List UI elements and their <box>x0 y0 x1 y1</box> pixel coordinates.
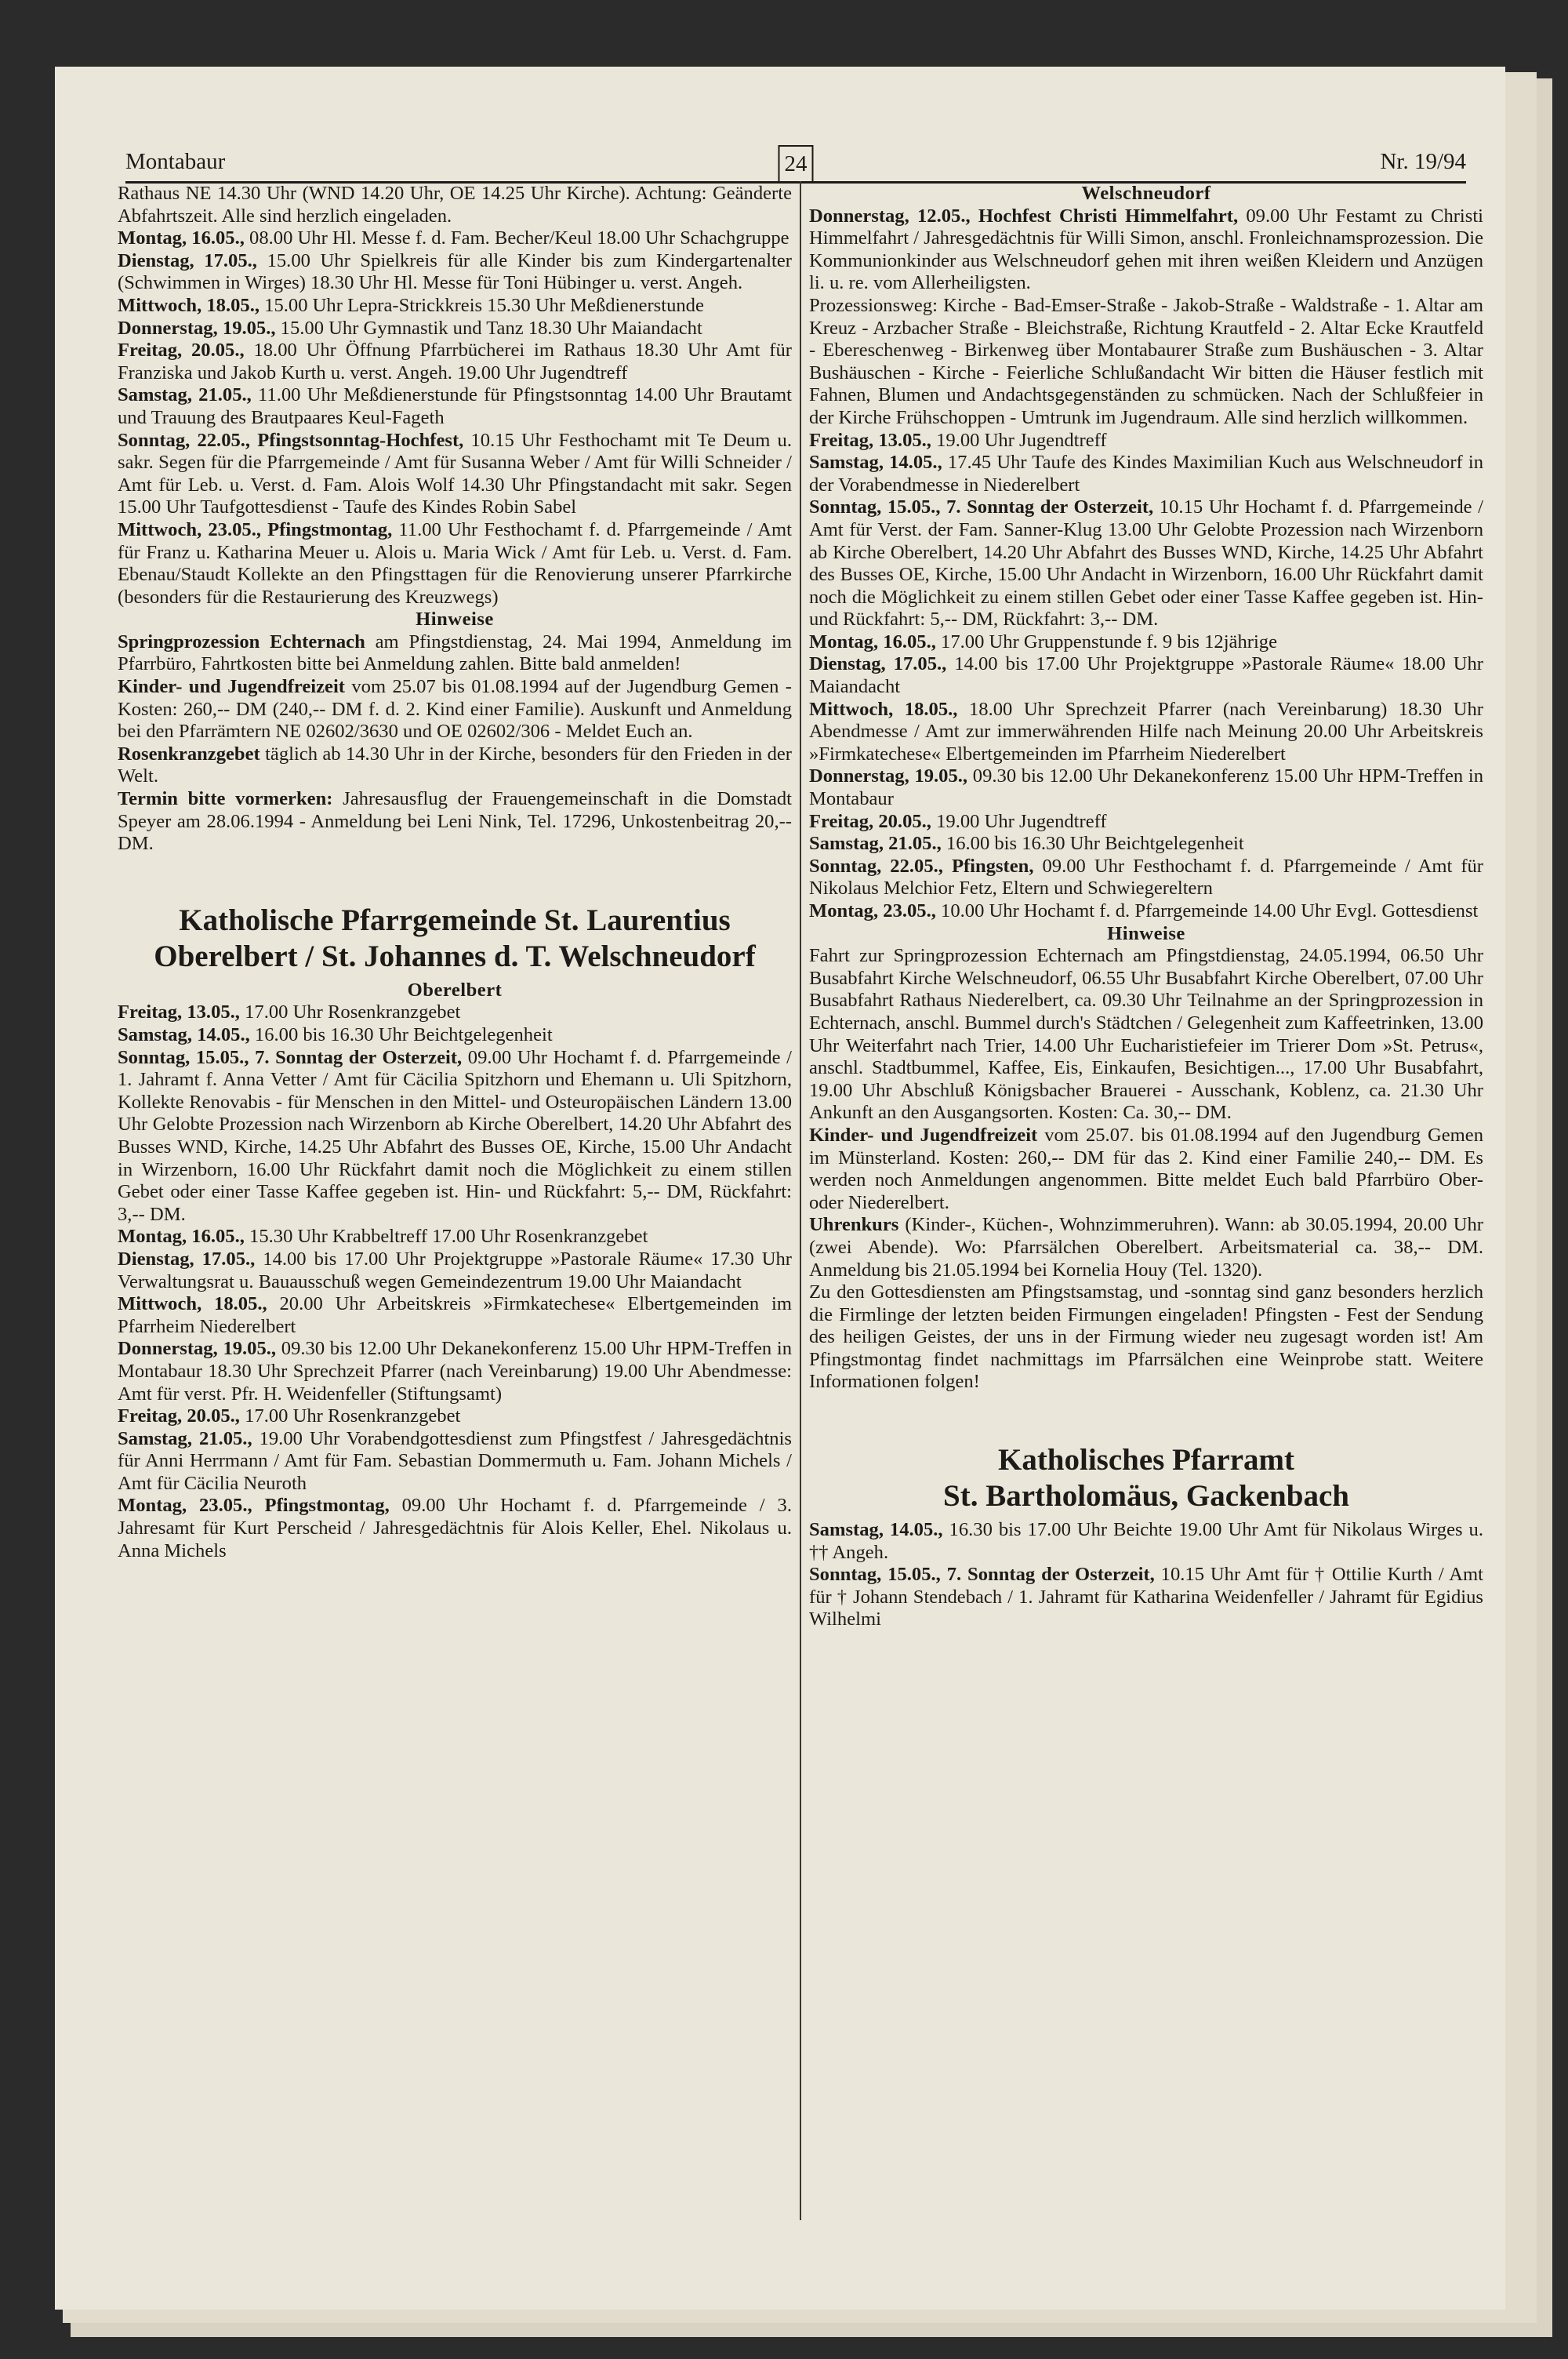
entry <box>809 1519 1483 1564</box>
entry <box>809 653 1483 698</box>
entry-text: 17.00 Uhr Rosenkranzgebet <box>239 1405 461 1427</box>
entry-heading: Kinder- und Jugendfreizeit <box>118 676 345 698</box>
entry-text: vom 25.07 bis 01.08.1994 auf der Jugendburg Gemen - Kosten: 260,-- DM (240,-- DM f. d. 2. Kind einer Familie). Auskunft und Anmeldung bei den Pfarrämtern NE 02602/3630 und OE 02602/306 - Meldet Euch an. <box>118 676 792 743</box>
entry <box>118 631 792 676</box>
header-issue-number: Nr. 19/94 <box>1380 149 1466 174</box>
entry-heading: Dienstag, 17.05., <box>809 653 947 675</box>
entry-heading: Freitag, 20.05., <box>809 810 931 832</box>
entry-text: 16.30 bis 17.00 Uhr Beichte 19.00 Uhr Amt für Nikolaus Wirges u. †† Angeh. <box>809 1519 1483 1563</box>
right-section-title <box>809 1442 1483 1514</box>
entry-heading: Donnerstag, 12.05., Hochfest Christi Himmelfahrt, <box>809 205 1239 227</box>
entry <box>809 631 1483 654</box>
entry <box>118 1293 792 1338</box>
left-hinweise-heading: Hinweise <box>416 609 494 631</box>
entry <box>118 1338 792 1405</box>
welschneudorf-entries <box>809 205 1483 923</box>
entry-heading: Freitag, 20.05., <box>118 340 245 362</box>
entry-text: 20.00 Uhr Arbeitskreis »Firmkatechese« Elbertgemeinden im Pfarrheim Niederelbert <box>118 1293 792 1337</box>
right-title-line-2: St. Bartholomäus, Gackenbach <box>943 1479 1349 1514</box>
entry-heading: Samstag, 21.05., <box>809 833 942 855</box>
entry <box>809 452 1483 496</box>
entry-text: 10.00 Uhr Hochamt f. d. Pfarrgemeinde 14.00 Uhr Evgl. Gottesdienst <box>935 900 1479 921</box>
entry <box>118 743 792 788</box>
entry <box>118 295 792 318</box>
entry-heading: Samstag, 14.05., <box>118 1024 250 1045</box>
entry-text: 14.00 bis 17.00 Uhr Projektgruppe »Pastorale Räume« 17.30 Uhr Verwaltungsrat u. Bauausschuß wegen Gemeindezentrum 19.00 Uhr Maiandacht <box>118 1248 792 1292</box>
entry-text: vom 25.07. bis 01.08.1994 auf den Jugendburg Gemen im Münsterland. Kosten: 260,-- DM für das 2. Kind einer Familie 240,-- DM. Es werden noch Anmeldungen angenommen. Bitte meldet Euch bald Pfarrbüro Ober- oder Niederelbert. <box>809 1124 1483 1213</box>
entry <box>809 945 1483 1125</box>
entry-text: 09.00 Uhr Festhochamt f. d. Pfarrgemeinde / Amt für Nikolaus Melchior Fetz, Eltern und Schwiegereltern <box>809 855 1483 900</box>
entry-heading: Samstag, 14.05., <box>809 452 942 474</box>
entry-heading: Kinder- und Jugendfreizeit <box>809 1124 1038 1146</box>
header-town: Montabaur <box>125 149 226 174</box>
entry-heading: Samstag, 14.05., <box>809 1519 943 1541</box>
entry-text: Rathaus NE 14.30 Uhr (WND 14.20 Uhr, OE 14.25 Uhr Kirche). Achtung: Geänderte Abfahrtszeit. Alle sind herzlich eingeladen. <box>118 183 792 227</box>
entry <box>809 833 1483 856</box>
entry-heading: Springprozession Echternach <box>118 631 365 652</box>
entry <box>118 519 792 609</box>
entry-text: 16.00 bis 16.30 Uhr Beichtgelegenheit <box>249 1024 553 1045</box>
entry <box>118 183 792 227</box>
entry-heading: Donnerstag, 19.05., <box>118 1338 277 1360</box>
entry <box>809 1281 1483 1394</box>
entry-text: Jahresausflug der Frauengemeinschaft in die Domstadt Speyer am 28.06.1994 - Anmeldung bei Leni Nink, Tel. 17296, Unkostenbeitrag 20,-- DM. <box>118 788 792 855</box>
entry-heading: Montag, 16.05., <box>118 1226 245 1248</box>
entry-text: 15.00 Uhr Spielkreis für alle Kinder bis zum Kindergartenalter (Schwimmen in Wirges) 18.30 Uhr Hl. Messe für Toni Hübinger u. verst. Angeh. <box>118 249 792 294</box>
entry-text: 18.00 Uhr Öffnung Pfarrbücherei im Rathaus 18.30 Uhr Amt für Franziska und Jakob Kurth u. verst. Angeh. 19.00 Uhr Jugendtreff <box>118 340 792 383</box>
page-header <box>125 136 1466 184</box>
entry-text: 19.00 Uhr Jugendtreff <box>931 810 1107 832</box>
entry <box>809 856 1483 900</box>
entry-heading: Sonntag, 22.05., Pfingsten, <box>809 855 1034 877</box>
entry-text: 18.00 Uhr Sprechzeit Pfarrer (nach Vereinbarung) 18.30 Uhr Abendmesse / Amt zur immerwährenden Hilfe nach Meinung 20.00 Uhr Arbeitskreis »Firmkatechese« Elbertgemeinden im Pfarrheim Niederelbert <box>809 698 1483 765</box>
entry <box>809 430 1483 453</box>
entry-heading: Freitag, 20.05., <box>118 1405 240 1427</box>
entry <box>809 900 1483 923</box>
entry-text: 10.15 Uhr Amt für † Ottilie Kurth / Amt für † Johann Stendebach / 1. Jahramt für Katharina Weidenfeller / Jahramt für Egidius Wilhelmi <box>809 1564 1483 1630</box>
entry-heading: Montag, 23.05., Pfingstmontag, <box>118 1495 390 1517</box>
entry-text: 15.00 Uhr Lepra-Strickkreis 15.30 Uhr Meßdienerstunde <box>260 294 704 316</box>
entry-heading: Freitag, 13.05., <box>809 429 931 451</box>
entry-text: 09.00 Uhr Hochamt f. d. Pfarrgemeinde / 1. Jahramt f. Anna Vetter / Amt für Cäcilia Spitzhorn und Ehemann u. Uli Spitzhorn, Kollekte Renovabis - für Menschen in den Mittel- und Osteuropäischen Ländern 13.00 Uhr Gelobte Prozession nach Wirzenborn ab Kirche Oberelbert, 14.20 Uhr Abfahrt des Busses WND, Kirche, 14.25 Uhr Abfahrt des Busses OE, Kirche, 15.00 Uhr Andacht in Wirzenborn, 16.00 Uhr Rückfahrt damit noch die Möglichkeit zu einem stillen Gebet oder einer Tasse Kaffee gegeben ist. Hin- und Rückfahrt: 5,-- DM, Rückfahrt: 3,-- DM. <box>118 1046 792 1225</box>
right-hinweise-entries <box>809 945 1483 1394</box>
entry-text: 10.15 Uhr Festhochamt mit Te Deum u. sakr. Segen für die Pfarrgemeinde / Amt für Susanna Weber / Amt für Willi Schneider / Amt für Leb. u. Verst. d. Fam. Alois Wolf 14.30 Uhr Pfingstandacht mit sakr. Segen 15.00 Uhr Taufgottesdienst - Taufe des Kindes Robin Sabel <box>118 429 792 518</box>
entry-heading: Mittwoch, 23.05., Pfingstmontag, <box>118 518 393 540</box>
entry <box>809 205 1483 295</box>
entry <box>118 1226 792 1249</box>
entry <box>809 1125 1483 1214</box>
entry <box>118 430 792 519</box>
column-divider <box>800 181 801 2220</box>
left-hinweise-entries <box>118 631 792 856</box>
right-column <box>809 183 1483 1631</box>
entry-text: 11.00 Uhr Meßdienerstunde für Pfingstsonntag 14.00 Uhr Brautamt und Trauung des Brautpaares Keul-Fageth <box>118 384 792 428</box>
entry <box>118 1495 792 1562</box>
header-page-number: 24 <box>779 145 814 183</box>
left-top-entries <box>118 183 792 609</box>
newspaper-page <box>55 67 1505 2310</box>
entry-heading: Sonntag, 22.05., Pfingstsonntag-Hochfest, <box>118 429 464 451</box>
entry <box>809 765 1483 810</box>
entry <box>809 1214 1483 1281</box>
entry-text: 08.00 Uhr Hl. Messe f. d. Fam. Becher/Keul 18.00 Uhr Schachgruppe <box>244 227 789 249</box>
entry-text: 14.00 bis 17.00 Uhr Projektgruppe »Pastorale Räume« 18.00 Uhr Maiandacht <box>809 653 1483 698</box>
entry-heading: Samstag, 21.05., <box>118 384 252 406</box>
entry-heading: Dienstag, 17.05., <box>118 249 257 271</box>
entry-heading: Sonntag, 15.05., 7. Sonntag der Osterzeit, <box>118 1046 463 1068</box>
entry <box>118 1428 792 1496</box>
entry-heading: Uhrenkurs <box>809 1214 899 1236</box>
entry-heading: Dienstag, 17.05., <box>118 1248 256 1270</box>
entry-heading: Termin bitte vormerken: <box>118 788 333 810</box>
entry <box>809 811 1483 834</box>
oberelbert-heading: Oberelbert <box>407 979 503 1001</box>
entry-heading: Mittwoch, 18.05., <box>118 294 260 316</box>
entry-text: 10.15 Uhr Hochamt f. d. Pfarrgemeinde / Amt für Verst. der Fam. Sanner-Klug 13.00 Uhr Gelobte Prozession nach Wirzenborn ab Kirche Oberelbert, 14.20 Uhr Abfahrt des Busses WND, Kirche, 14.25 Uhr Abfahrt des Busses OE, Kirche, 15.00 Uhr Andacht in Wirzenborn, 16.00 Uhr Rückfahrt damit noch die Möglichkeit zu einem stillen Gebet oder einer Tasse Kaffee gegeben ist. Hin- und Rückfahrt: 5,-- DM, Rückfahrt: 3,-- DM. <box>809 496 1483 631</box>
entry-text: 19.00 Uhr Vorabendgottesdienst zum Pfingstfest / Jahresgedächtnis für Anni Herrmann / Amt für Fam. Sebastian Dommermuth u. Fam. Johann Michels / Amt für Cäcilia Neuroth <box>118 1427 792 1494</box>
entry <box>118 788 792 856</box>
entry <box>118 384 792 429</box>
entry-heading: Freitag, 13.05., <box>118 1001 240 1023</box>
gackenbach-entries <box>809 1519 1483 1631</box>
entry <box>118 318 792 340</box>
entry <box>118 250 792 295</box>
entry-text: 15.30 Uhr Krabbeltreff 17.00 Uhr Rosenkranzgebet <box>244 1226 648 1248</box>
entry-text: 09.00 Uhr Hochamt f. d. Pfarrgemeinde / 3. Jahresamt für Kurt Perscheid / Jahresgedächtnis für Alois Keller, Ehel. Nikolaus u. Anna Michels <box>118 1495 792 1561</box>
welschneudorf-heading: Welschneudorf <box>1081 183 1211 204</box>
entry-text: 09.30 bis 12.00 Uhr Dekanekonferenz 15.00 Uhr HPM-Treffen in Montabaur <box>809 765 1483 810</box>
entry <box>809 1564 1483 1631</box>
entry <box>118 1001 792 1024</box>
entry-heading: Sonntag, 15.05., 7. Sonntag der Osterzeit, <box>809 496 1154 518</box>
entry <box>118 676 792 743</box>
entry-text: 17.45 Uhr Taufe des Kindes Maximilian Kuch aus Welschneudorf in der Vorabendmesse in Niederelbert <box>809 452 1483 496</box>
right-title-line-1: Katholisches Pfarramt <box>997 1443 1294 1478</box>
entry <box>809 496 1483 631</box>
entry-heading: Rosenkranzgebet <box>118 743 260 765</box>
entry <box>118 1405 792 1428</box>
entry <box>118 1249 792 1293</box>
entry-text: 09.30 bis 12.00 Uhr Dekanekonferenz 15.00 Uhr HPM-Treffen in Montabaur 18.30 Uhr Sprechzeit Pfarrer (nach Vereinbarung) 19.00 Uhr Abendmesse: Amt für verst. Pfr. H. Weidenfeller (Stiftungsamt) <box>118 1338 792 1405</box>
entry-text: 17.00 Uhr Gruppenstunde f. 9 bis 12jährige <box>935 631 1278 652</box>
entry-text: täglich ab 14.30 Uhr in der Kirche, besonders für den Frieden in der Welt. <box>118 743 792 787</box>
entry-heading: Donnerstag, 19.05., <box>809 765 968 787</box>
entry <box>118 1024 792 1047</box>
entry-heading: Montag, 23.05., <box>809 900 936 921</box>
entry-text: (Kinder-, Küchen-, Wohnzimmeruhren). Wann: ab 30.05.1994, 20.00 Uhr (zwei Abende). Wo: Pfarrsälchen Oberelbert. Arbeitsmaterial ca. 38,-- DM. Anmeldung bis 21.05.1994 bei Kornelia Houy (Tel. 1320). <box>809 1214 1483 1281</box>
entry <box>118 1047 792 1227</box>
entry-heading: Montag, 16.05., <box>118 227 245 249</box>
right-hinweise-heading: Hinweise <box>1107 922 1185 944</box>
entry <box>809 295 1483 430</box>
entry-text: 17.00 Uhr Rosenkranzgebet <box>239 1001 461 1023</box>
entry-text: 19.00 Uhr Jugendtreff <box>931 429 1107 451</box>
entry-text: Fahrt zur Springprozession Echternach am Pfingstdienstag, 24.05.1994, 06.50 Uhr Busabfahrt Kirche Welschneudorf, 06.55 Uhr Busabfahrt Kirche Oberelbert, 07.00 Uhr Busabfahrt Rathaus Niederelbert, ca. 09.30 Uhr Teilnahme an der Springprozession in Echternach, anschl. Bummel durch's Städtchen / Gelegenheit zum Kaffeetrinken, 13.00 Uhr Weiterfahrt nach Trier, 14.00 Uhr Eucharistiefeier im Trierer Dom »St. Petrus«, anschl. Stadtbummel, Kaffee, Eis, Einkaufen, Besichtigen..., 17.00 Uhr Busabfahrt, 19.00 Uhr Abschluß Königsbacher Brauerei - Ausschank, Koblenz, ca. 21.30 Uhr Ankunft an den Ausgangsorten. Kosten: Ca. 30,-- DM. <box>809 945 1483 1124</box>
entry <box>118 340 792 384</box>
entry-text: 15.00 Uhr Gymnastik und Tanz 18.30 Uhr Maiandacht <box>275 317 702 339</box>
entry-heading: Mittwoch, 18.05., <box>809 698 958 720</box>
oberelbert-entries <box>118 1001 792 1562</box>
entry-heading: Mittwoch, 18.05., <box>118 1293 267 1315</box>
entry-text: 09.00 Uhr Festamt zu Christi Himmelfahrt / Jahresgedächtnis für Willi Simon, anschl. Fronleichnamsprozession. Die Kommunionkinder aus Welschneudorf gehen mit ihren weißen Kleidern und Anzügen li. u. re. vom Allerheiligsten. <box>809 205 1484 294</box>
left-section-title <box>118 903 792 975</box>
entry-heading: Montag, 16.05., <box>809 631 936 652</box>
left-column <box>118 183 792 1562</box>
entry-text: am Pfingstdienstag, 24. Mai 1994, Anmeldung im Pfarrbüro, Fahrtkosten bitte bei Anmeldung zahlen. Bitte bald anmelden! <box>118 631 792 675</box>
entry <box>118 227 792 250</box>
entry-text: Prozessionsweg: Kirche - Bad-Emser-Straße - Jakob-Straße - Waldstraße - 1. Altar am Kreuz - Arzbacher Straße - Bleichstraße, Richtung Krautfeld - 2. Altar Ecke Krautfeld - Ebereschenweg - Birkenweg über Montabaurer Straße zum Bushäuschen - 3. Altar Bushäuschen - Kirche - Feierliche Schlußandacht Wir bitten die Häuser festlich mit Fahnen, Blumen und Andachtsgegenständen zu schmücken. Nach der Schlußfeier in der Kirche Frühschoppen - Umtrunk im Jugendraum. Alle sind herzlich willkommen. <box>809 294 1483 428</box>
left-title-line-2: Oberelbert / St. Johannes d. T. Welschneudorf <box>154 939 756 973</box>
entry-heading: Sonntag, 15.05., 7. Sonntag der Osterzeit, <box>809 1564 1155 1586</box>
entry-text: 16.00 bis 16.30 Uhr Beichtgelegenheit <box>941 833 1244 855</box>
entry <box>809 699 1483 766</box>
entry-heading: Donnerstag, 19.05., <box>118 317 276 339</box>
entry-heading: Samstag, 21.05., <box>118 1427 252 1449</box>
entry-text: 11.00 Uhr Festhochamt f. d. Pfarrgemeinde / Amt für Franz u. Katharina Meuer u. Alois u. Maria Wick / Amt für Leb. u. Verst. d. Fam. Ebenau/Staudt Kollekte an den Pfingsttagen für die Renovierung unserer Pfarrkirche (besonders für die Restaurierung des Kreuzwegs) <box>118 518 792 608</box>
left-title-line-1: Katholische Pfarrgemeinde St. Laurentius <box>179 903 731 937</box>
entry-text: Zu den Gottesdiensten am Pfingstsamstag, und -sonntag sind ganz besonders herzlich die Firmlinge der letzten beiden Firmungen eingeladen! Pfingsten - Fest der Sendung des heiligen Geistes, der uns in der Firmung wieder neu zugesagt worden ist! Am Pfingstmontag findet nachmittags im Pfarrsälchen eine Weinprobe statt. Weitere Informationen folgen! <box>809 1281 1483 1393</box>
